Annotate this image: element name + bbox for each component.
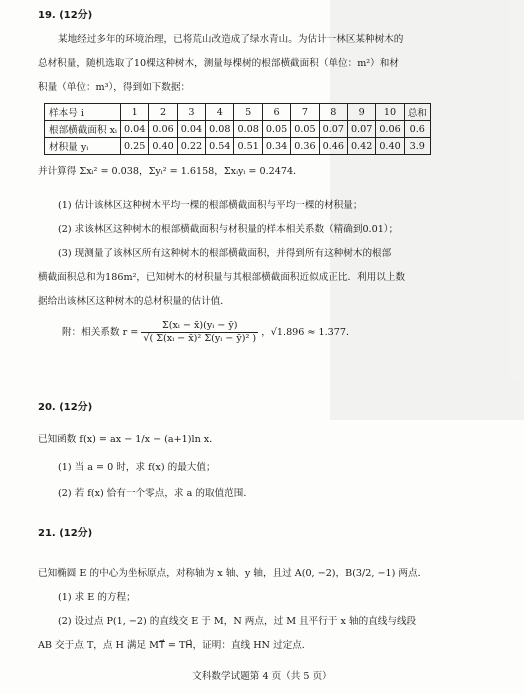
- q19-para-2: 总材积量，随机选取了10棵这种树木，测量每棵树的根部横截面积（单位：m²）和材: [38, 58, 399, 69]
- table-header-cell: 7: [291, 104, 319, 121]
- table-cell: 0.07: [319, 121, 347, 138]
- table-header-row: [45, 104, 431, 121]
- table-header-cell: 9: [347, 104, 375, 121]
- table-row: [45, 121, 431, 138]
- q19-sub-3c: 据给出该林区这种树木的总材积量的估计值．: [38, 296, 230, 307]
- table-cell: 0.46: [319, 138, 347, 155]
- table-header-cell: 2: [149, 104, 177, 121]
- table-cell: 0.05: [291, 121, 319, 138]
- q21-heading: 21. (12分): [38, 528, 93, 539]
- q19-sub-2: (2) 求该林区这种树木的根部横截面积与材积量的样本相关系数（精确到0.01）；: [58, 224, 399, 235]
- table-cell: 3.9: [404, 138, 430, 155]
- q21-sub-2a: (2) 设过点 P(1, −2) 的直线交 E 于 M，N 两点，过 M 且平行于 x 轴的直线与线段: [58, 616, 417, 627]
- table-cell: 0.40: [149, 138, 177, 155]
- q20-sub-1: (1) 当 a = 0 时，求 f(x) 的最大值；: [58, 462, 216, 473]
- q20-para-1: 已知函数 f(x) = ax − 1/x − (a+1)ln x．: [38, 434, 219, 445]
- table-header-cell: 5: [234, 104, 262, 121]
- table-header-cell: 样本号 i: [45, 104, 121, 121]
- q21-sub-2b: AB 交于点 T，点 H 满足 MT⃗ = TH⃗，证明：直线 HN 过定点．: [38, 640, 312, 651]
- correlation-formula: [62, 320, 422, 380]
- table-cell: 0.04: [120, 121, 148, 138]
- table-header-cell: 8: [319, 104, 347, 121]
- table-header-cell: 6: [262, 104, 290, 121]
- table-cell: 0.08: [234, 121, 262, 138]
- q19-data-table: [44, 103, 431, 155]
- q19-calc: 并计算得 Σxᵢ² = 0.038，Σyᵢ² = 1.6158，Σxᵢyᵢ = 0.2474．: [38, 166, 303, 177]
- table-cell: 0.6: [404, 121, 430, 138]
- sqrt-approx: ，√1.896 ≈ 1.377．: [261, 326, 356, 338]
- table-header-cell: 总和: [404, 104, 430, 121]
- table-header-cell: 3: [177, 104, 205, 121]
- table-header-cell: 1: [120, 104, 148, 121]
- q20-sub-2: (2) 若 f(x) 恰有一个零点，求 a 的取值范围．: [58, 488, 253, 499]
- table-cell: 0.54: [206, 138, 234, 155]
- q21-sub-1: (1) 求 E 的方程；: [58, 592, 136, 603]
- formula-denominator: √( Σ(xᵢ − x̄)² Σ(yᵢ − ȳ)² ): [143, 333, 257, 344]
- table-cell: 0.25: [120, 138, 148, 155]
- q19-para-1: 某地经过多年的环境治理，已将荒山改造成了绿水青山。为估计一林区某种树木的: [58, 34, 404, 45]
- q19-sub-3a: (3) 现测量了该林区所有这种树木的根部横截面积，并得到所有这种树木的根部: [58, 248, 392, 259]
- table-row: [45, 138, 431, 155]
- table-cell: 0.05: [262, 121, 290, 138]
- table-cell: 0.51: [234, 138, 262, 155]
- table-cell: 0.07: [347, 121, 375, 138]
- q19-sub-1: (1) 估计该林区这种树木平均一棵的根部横截面积与平均一棵的材积量；: [58, 200, 363, 211]
- q21-para-1: 已知椭圆 E 的中心为坐标原点，对称轴为 x 轴、y 轴，且过 A(0, −2)，B(3/2, −1) 两点．: [38, 568, 428, 579]
- table-cell: 0.40: [376, 138, 404, 155]
- table-cell: 0.34: [262, 138, 290, 155]
- table-header-cell: 4: [206, 104, 234, 121]
- table-cell: 0.06: [149, 121, 177, 138]
- page-footer: 文科数学试题第 4 页（共 5 页）: [192, 671, 332, 682]
- table-cell: 0.04: [177, 121, 205, 138]
- q19-heading: 19. (12分): [38, 10, 93, 21]
- q19-para-3: 积量（单位：m³），得到如下数据：: [38, 82, 191, 93]
- table-cell: 0.06: [376, 121, 404, 138]
- row-label: 材积量 yᵢ: [45, 138, 121, 155]
- row-label: 根部横截面积 xᵢ: [45, 121, 121, 138]
- q19-sub-3b: 横截面积总和为186m²，已知树木的材积量与其根部横截面积近似成正比．利用以上数: [38, 272, 406, 283]
- table-cell: 0.42: [347, 138, 375, 155]
- formula-numerator: Σ(xᵢ − x̄)(yᵢ − ȳ): [141, 320, 258, 333]
- table-cell: 0.36: [291, 138, 319, 155]
- formula-label: 附：相关系数 r =: [62, 326, 139, 338]
- table-header-cell: 10: [376, 104, 404, 121]
- q20-heading: 20. (12分): [38, 402, 93, 413]
- table-cell: 0.08: [206, 121, 234, 138]
- correlation-fraction: [141, 320, 258, 345]
- table-cell: 0.22: [177, 138, 205, 155]
